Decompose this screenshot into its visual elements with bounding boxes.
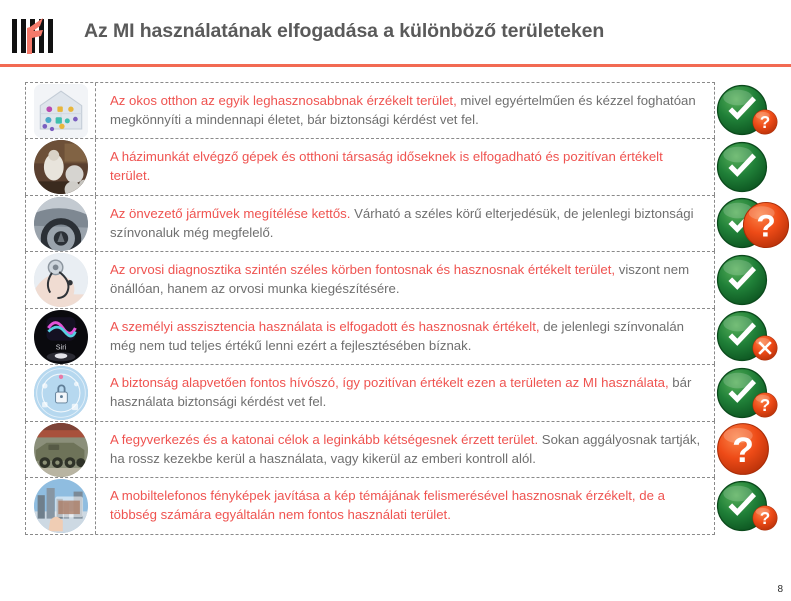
row-description xyxy=(96,422,714,477)
thumbnail-cell xyxy=(26,83,96,138)
verdict-icons xyxy=(712,195,791,251)
footer-strip xyxy=(0,587,791,601)
page-number: 8 xyxy=(777,584,783,595)
row-description xyxy=(96,83,714,138)
cyber-security-lock-photo xyxy=(34,366,88,420)
table-row xyxy=(25,82,715,138)
row-description xyxy=(96,478,714,533)
household-robot-photo xyxy=(34,140,88,194)
questionable-question-icon xyxy=(752,392,778,418)
table-row xyxy=(25,421,715,477)
approved-check-icon xyxy=(716,254,768,306)
table-row xyxy=(25,364,715,420)
row-body-text: mivel egyértelműen és kézzel foghatóan megkönnyíti a mindennapi életet, bár biztonsági kérdést vet fel. xyxy=(110,93,696,127)
siri-voice-assistant-photo xyxy=(34,310,88,364)
row-body-text: bár használata biztonsági kérdést vet fel. xyxy=(110,375,692,410)
row-highlight-text: Az okos otthon az egyik leghasznosabbnak érzékelt terület, xyxy=(110,93,457,108)
thumbnail-cell xyxy=(26,422,96,477)
mobile-photo-augmented-city-photo xyxy=(34,479,88,533)
table-row xyxy=(25,138,715,194)
self-driving-car-steering-wheel-photo xyxy=(34,197,88,251)
verdict-badge-column xyxy=(712,82,791,535)
row-highlight-text: A személyi asszisztencia használata is elfogadott és hasznosnak értékelt, xyxy=(110,318,540,334)
page-title: Az MI használatának elfogadása a különböző területeken xyxy=(84,20,605,42)
row-description xyxy=(96,365,714,420)
svg-text:?: ? xyxy=(756,207,776,244)
verdict-badge-slot xyxy=(712,308,791,364)
table-row xyxy=(25,195,715,251)
military-armored-vehicle-photo xyxy=(34,423,88,477)
row-body-text: de jelenlegi színvonalán még nem tud teljes értékű lenni ezért a fejlesztésében bíznak. xyxy=(110,318,684,353)
thumbnail-cell xyxy=(26,309,96,364)
verdict-badge-slot xyxy=(712,421,791,477)
verdict-badge-slot xyxy=(712,138,791,194)
verdict-icons xyxy=(712,364,791,420)
approved-check-icon xyxy=(716,141,768,193)
thumbnail-cell xyxy=(26,139,96,194)
medical-stethoscope-photo xyxy=(34,253,88,307)
assessment-table xyxy=(25,82,715,535)
verdict-icons xyxy=(712,421,791,477)
questionable-question-icon xyxy=(716,422,770,476)
row-highlight-text: A biztonság alapvetően fontos hívószó, így pozitívan értékelt ezen a területen az MI használata, xyxy=(110,375,669,391)
thumbnail-cell xyxy=(26,196,96,251)
row-highlight-text: Az orvosi diagnosztika szintén széles körben fontosnak és hasznosnak értékelt terület, xyxy=(110,262,616,278)
questionable-question-icon xyxy=(752,505,778,531)
svg-text:?: ? xyxy=(759,112,771,133)
questionable-question-icon xyxy=(742,201,790,249)
row-description xyxy=(96,139,714,194)
rejected-cross-icon xyxy=(752,335,778,361)
verdict-badge-slot xyxy=(712,364,791,420)
verdict-badge-slot xyxy=(712,477,791,534)
verdict-icons xyxy=(712,82,791,138)
thumbnail-cell xyxy=(26,365,96,420)
verdict-badge-slot xyxy=(712,195,791,251)
questionable-question-icon xyxy=(752,109,778,135)
svg-text:?: ? xyxy=(759,394,771,415)
svg-text:?: ? xyxy=(759,508,771,529)
row-body-text: Sokan aggályosnak tartják, ha rossz kezekbe kerül a használata, vagy kikerül az emberi kontroll alól. xyxy=(110,431,701,466)
row-body-text: viszont nem önállóan, hanem az orvosi munka kiegészítésére. xyxy=(110,262,690,297)
row-highlight-text: A házimunkát elvégző gépek és otthoni társaság időseknek is elfogadható és pozitívan értékelt terület. xyxy=(110,149,663,184)
verdict-badge-slot xyxy=(712,251,791,307)
table-row xyxy=(25,477,715,534)
smart-home-illustration xyxy=(34,84,88,138)
slide-header xyxy=(0,0,791,68)
thumbnail-cell xyxy=(26,252,96,307)
row-highlight-text: Az önvezető járművek megítélése kettős. xyxy=(110,205,351,221)
table-row xyxy=(25,251,715,307)
verdict-icons xyxy=(712,308,791,364)
verdict-badge-slot xyxy=(712,82,791,138)
row-highlight-text: A mobiltelefonos fényképek javítása a kép témájának felismerésével hasznosnak érzékelt, de a többség számára egyáltalán nem fontos használati terület. xyxy=(110,488,665,523)
verdict-icons xyxy=(712,251,791,307)
row-description xyxy=(96,196,714,251)
verdict-icons xyxy=(712,477,791,534)
row-description xyxy=(96,252,714,307)
table-row xyxy=(25,308,715,364)
thumbnail-cell xyxy=(26,478,96,533)
row-body-text: Várható a széles körű elterjedésük, de jelenlegi biztonsági színvonaluk még megfelelő. xyxy=(110,205,694,240)
verdict-icons xyxy=(712,138,791,194)
kanta-bars-logo xyxy=(10,16,70,56)
svg-text:?: ? xyxy=(732,430,754,471)
row-description xyxy=(96,309,714,364)
row-highlight-text: A fegyverkezés és a katonai célok a leginkább kétségesnek érzett terület. xyxy=(110,431,539,447)
header-accent-rule xyxy=(0,64,791,67)
svg-text:Siri: Siri xyxy=(55,342,66,352)
